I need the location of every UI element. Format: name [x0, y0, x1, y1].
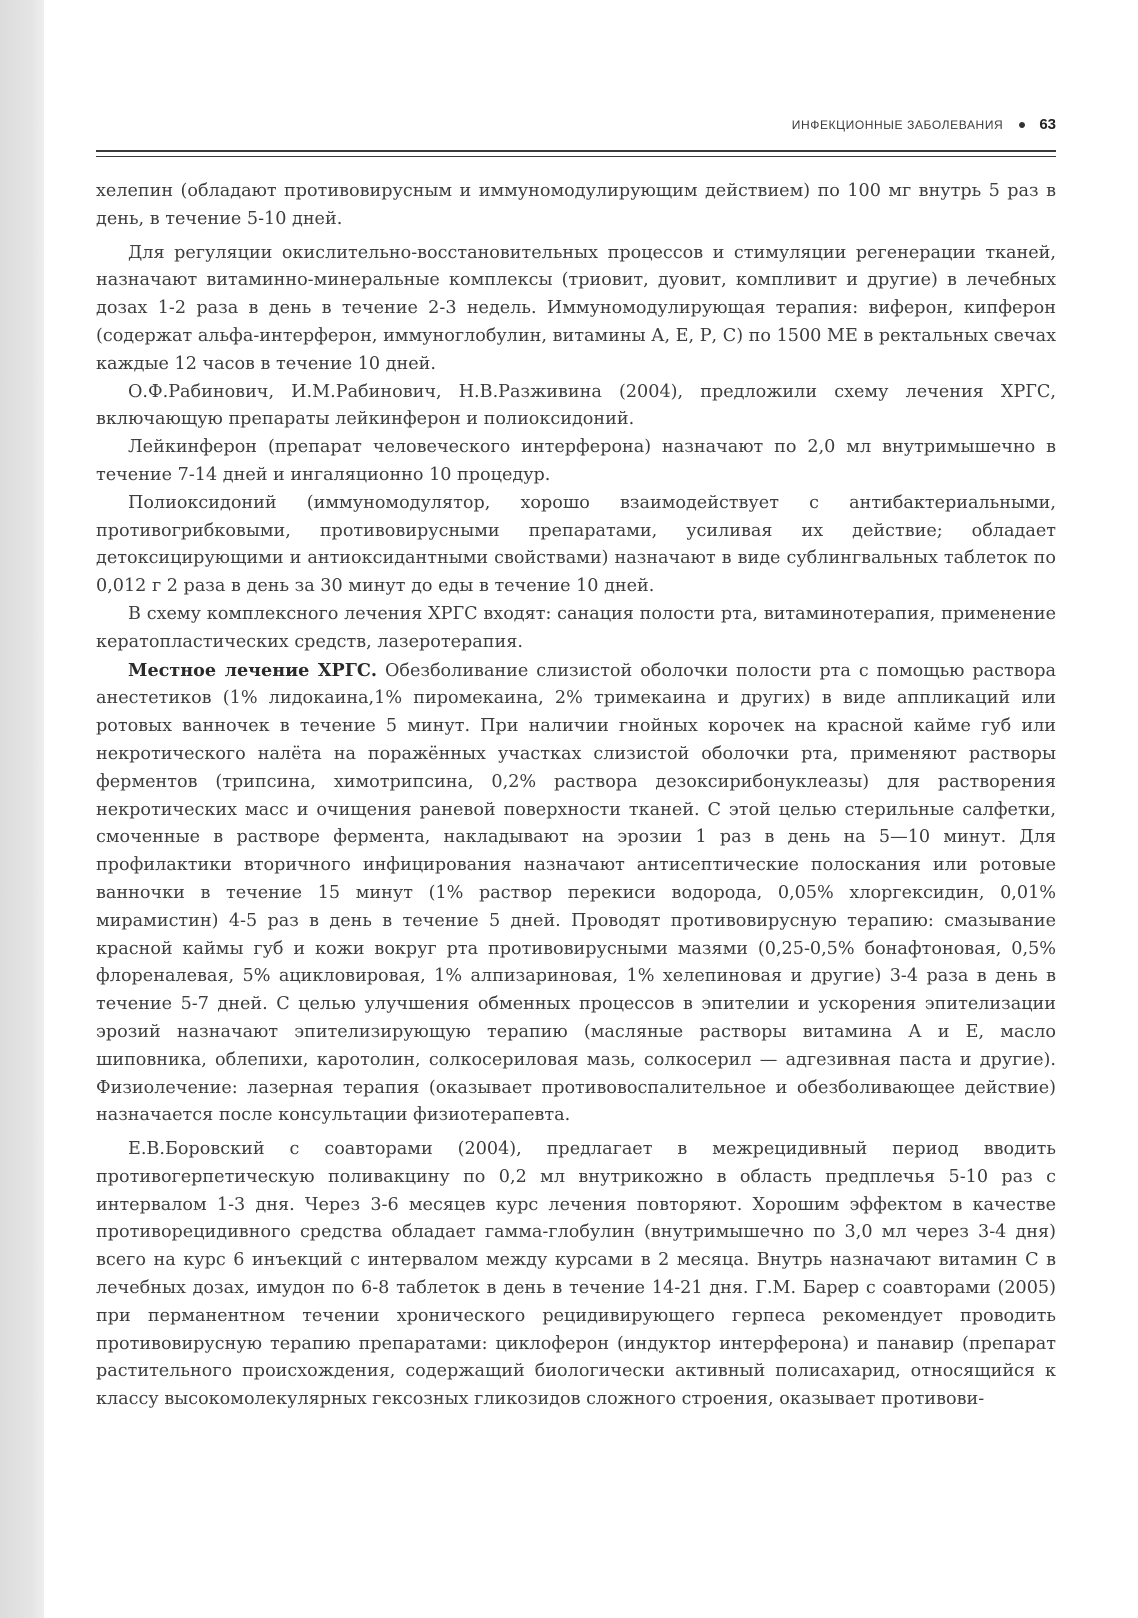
paragraph: О.Ф.Рабинович, И.М.Рабинович, Н.В.Разживина (2004), предложили схему лечения ХРГС, включающую препараты лейкинферон и полиоксидоний. [96, 381, 1056, 430]
book-page [96, 0, 1056, 1618]
running-head [792, 116, 1056, 133]
header-rule [96, 150, 1056, 157]
paragraph: Полиоксидоний (иммуномодулятор, хорошо взаимодействует с антибактериальными, противогрибковыми, противовирусными препаратами, усиливая их действие; обладает детоксицирующими и антиоксидантными свойствами) назначают в виде сублингвальных таблеток по 0,012 г 2 раза в день за 30 минут до еды в течение 10 дней. [96, 492, 1056, 597]
paragraph: Е.В.Боровский с соавторами (2004), предлагает в межрецидивный период вводить противогерпетическую поливакцину по 0,2 мл внутрикожно в область предплечья 5-10 раз с интервалом 1-3 дня. Через 3-6 месяцев курс лечения повторяют. Хорошим эффектом в качестве противорецидивного средства обладает гамма-глобулин (внутримышечно по 3,0 мл через 3-4 дня) всего на курс 6 инъекций с интервалом между курсами в 2 месяца. Внутрь назначают витамин С в лечебных дозах, имудон по 6-8 таблеток в день в течение 14-21 дня. Г.М. Барер с соавторами (2005) при перманентном течении хронического рецидивирующего герпеса рекомендует проводить противовирусную терапию препаратами: циклоферон (индуктор интерферона) и панавир (препарат растительного происхождения, содержащий биологически активный полисахарид, относящийся к классу высокомолекулярных гексозных гликозидов сложного строения, оказывает противови- [96, 1139, 1056, 1410]
body-text [96, 178, 1056, 1414]
bullet-separator-icon [1019, 122, 1025, 128]
run-in-heading: Местное лечение ХРГС. [128, 659, 377, 681]
paragraph: Лейкинферон (препарат человеческого интерферона) назначают по 2,0 мл внутримышечно в течение 7-14 дней и ингаляционно 10 процедур. [96, 437, 1056, 485]
paragraph: В схему комплексного лечения ХРГС входят: санация полости рта, витаминотерапия, применение кератопластических средств, лазеротерапия. [96, 603, 1056, 652]
section-title: ИНФЕКЦИОННЫЕ ЗАБОЛЕВАНИЯ [791, 117, 1004, 132]
paragraph: Для регуляции окислительно-восстановительных процессов и стимуляции регенерации тканей, назначают витаминно-минеральные комплексы (триовит, дуовит, компливит и другие) в лечебных дозах 1-2 раза в день в течение 2-3 недель. Иммуномодулирующая терапия: виферон, кипферон (содержат альфа-интерферон, иммуноглобулин, витамины А, Е, Р, С) по 1500 МЕ в ректальных свечах каждые 12 часов в течение 10 дней. [96, 242, 1056, 374]
paragraph-local-treatment [96, 657, 1056, 1131]
page-number: 63 [1039, 116, 1056, 133]
paragraph-body: Обезболивание слизистой оболочки полости рта с помощью раствора анестетиков (1% лидокаина,1% пиромекаина, 2% тримекаина и других) в виде аппликаций или ротовых ванночек в течение 5 минут. При наличии гнойных корочек на красной кайме губ или некротического налёта на поражённых участках слизистой оболочки рта, применяют растворы ферментов (трипсина, химотрипсина, 0,2% раствора дезоксирибонуклеазы) для растворения некротических масс и очищения раневой поверхности тканей. С этой целью стерильные салфетки, смоченные в растворе фермента, накладывают на эрозии 1 раз в день на 5—10 минут. Для профилактики вторичного инфицирования назначают антисептические полоскания или ротовые ванночки в течение 15 минут (1% раствор перекиси водорода, 0,05% хлоргексидин, 0,01% мирамистин) 4-5 раз в день в течение 5 дней. Проводят противовирусную терапию: смазывание красной каймы губ и кожи вокруг рта противовирусными мазями (0,25-0,5% бонафтоновая, 0,5% флореналевая, 5% ацикловировая, 1% алпизариновая, 1% хелепиновая и другие) 3-4 раза в день в течение 5-7 дней. С целью улучшения обменных процессов в эпителии и ускорения эпителизации эрозий назначают эпителизирующую терапию (масляные растворы витамина А и Е, масло шиповника, облепихи, каротолин, солкосериловая мазь, солкосерил — адгезивная паста и другие). Физиолечение: лазерная терапия (оказывает противовоспалительное и обезболивающее действие) назначается после консультации физиотерапевта. [96, 660, 1056, 1126]
paragraph-continuation: хелепин (обладают противовирусным и иммуномодулирующим действием) по 100 мг внутрь 5 раз в день, в течение 5-10 дней. [96, 181, 1056, 229]
page-binding-edge [0, 0, 44, 1618]
